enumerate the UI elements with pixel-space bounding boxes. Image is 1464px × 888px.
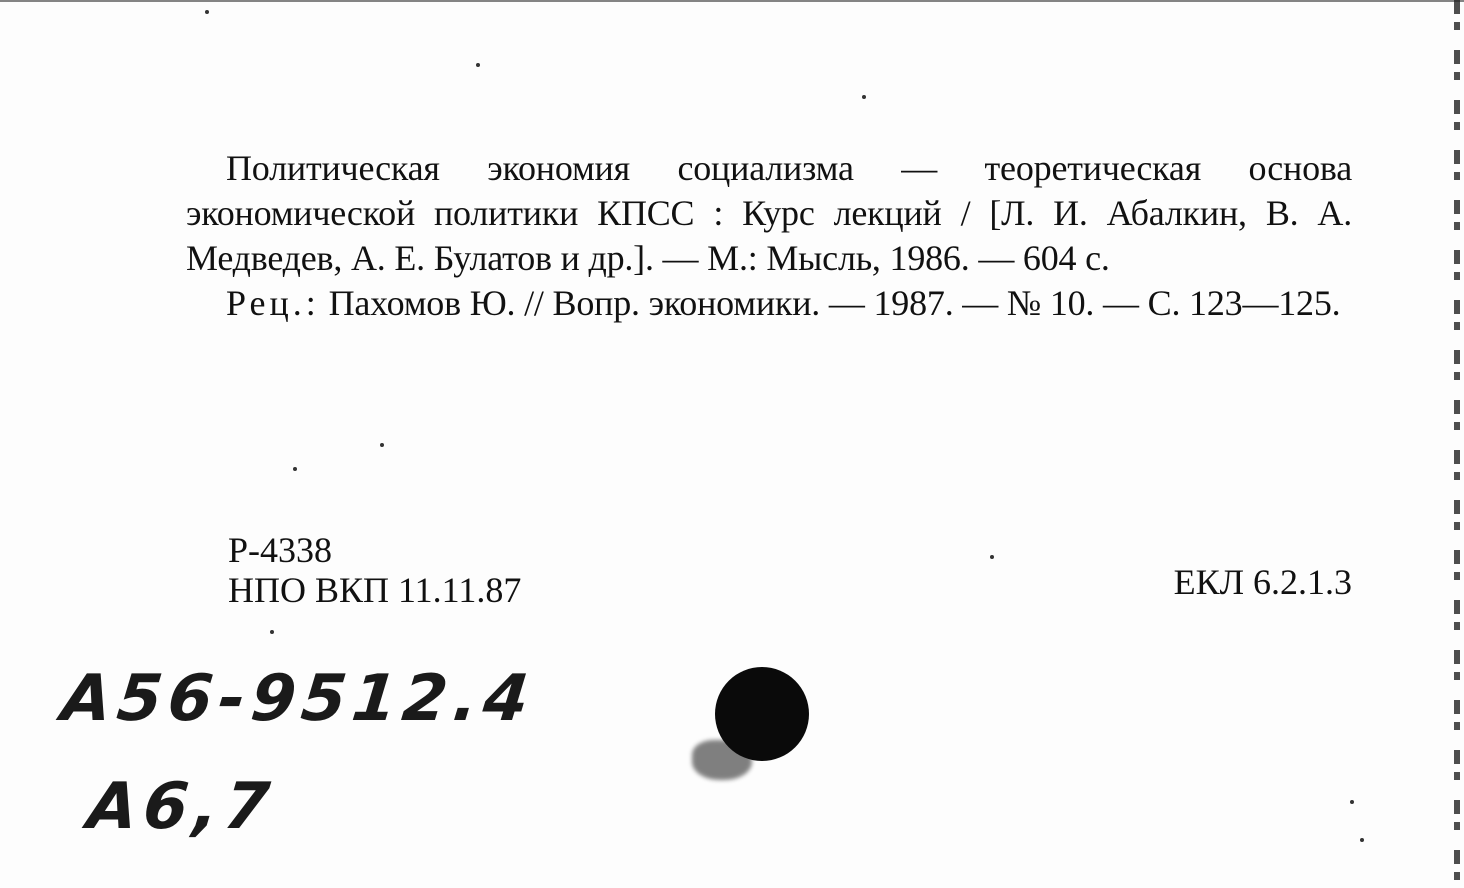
dust-speck — [990, 555, 994, 559]
review-label: Рец.: — [226, 283, 320, 323]
dust-speck — [380, 443, 384, 447]
dust-speck — [476, 63, 480, 67]
punch-hole-mark — [715, 667, 809, 761]
handwritten-shelfmark: А56-9512.4 — [58, 662, 539, 736]
registration-org-date: НПО ВКП 11.11.87 — [228, 570, 522, 610]
dust-speck — [1350, 800, 1354, 804]
card-right-edge — [1454, 0, 1460, 888]
classification-code: ЕКЛ 6.2.1.3 — [1173, 562, 1352, 602]
dust-speck — [1360, 838, 1364, 842]
dust-speck — [270, 630, 274, 634]
review-text: Пахомов Ю. // Вопр. экономики. — 1987. — № 10. — С. 123—125. — [328, 283, 1341, 323]
handwritten-index: А6,7 — [84, 770, 279, 844]
dust-speck — [293, 467, 297, 471]
bibliographic-entry — [186, 146, 1352, 326]
registration-block — [228, 530, 521, 610]
entry-main: Политическая экономия социализма — теоретическая основа экономической политики КПСС : Курс лекций / [Л. И. Абалкин, В. А. Медведев, А. Е. Булатов и др.]. — М.: Мысль, 1986. — 604 с. — [186, 148, 1352, 278]
dust-speck — [205, 10, 209, 14]
registration-number: Р-4338 — [228, 530, 333, 570]
card-top-edge — [0, 0, 1464, 2]
entry-review — [186, 281, 1352, 326]
dust-speck — [862, 95, 866, 99]
